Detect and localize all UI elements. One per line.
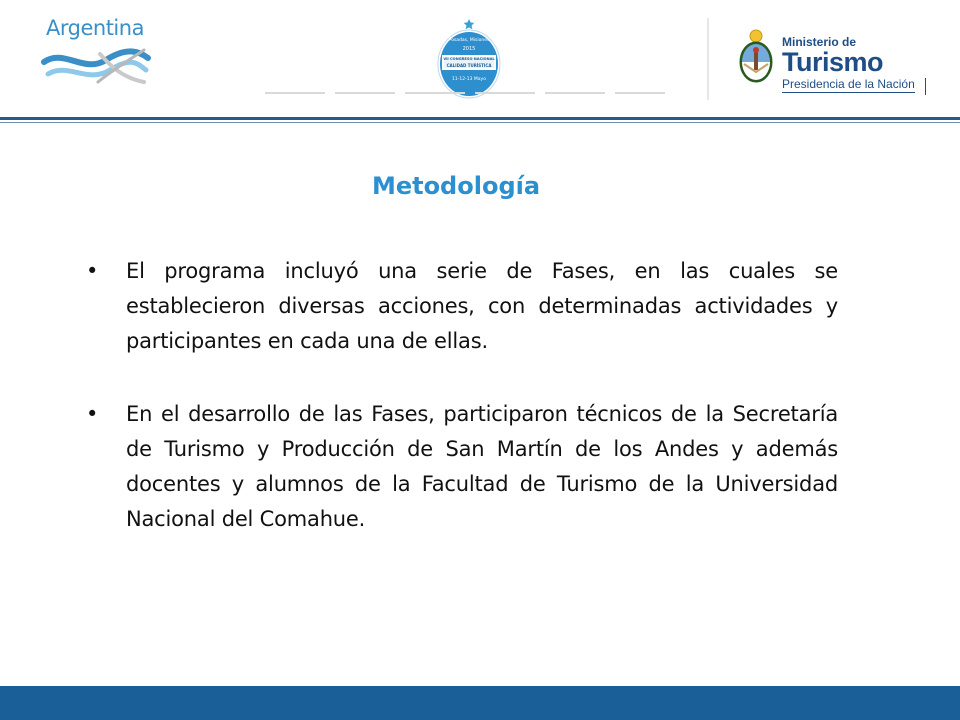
seal-edition: VII CONGRESO NACIONAL	[443, 57, 495, 61]
congress-seal-logo	[436, 18, 502, 100]
ministry-wordmark	[782, 36, 932, 93]
bullet-item	[86, 254, 838, 359]
bullet-text: En el desarrollo de las Fases, participaron técnicos de la Secretaría de Turismo y Producción de San Martín de los Andes y además docentes y alumnos de la Facultad de Turismo de la Universidad Nacional del Comahue.	[126, 402, 838, 531]
bullet-marker: •	[86, 402, 99, 426]
seal-date: 11-12-13 Mayo	[452, 77, 486, 82]
seal-year: 2015	[462, 46, 476, 52]
argentina-brand-logo	[40, 14, 160, 94]
ministry-rule	[925, 78, 926, 95]
slide-title: Metodología	[371, 172, 541, 200]
national-shield-icon	[736, 28, 776, 88]
header-rule	[0, 117, 960, 120]
bullet-text: El programa incluyó una serie de Fases, en las cuales se establecieron diversas acciones, con determinadas actividades y participantes en cada una de ellas.	[126, 259, 838, 353]
bullet-marker: •	[86, 259, 99, 283]
argentina-logo-wordmark: Argentina	[46, 16, 144, 40]
bullet-list	[86, 254, 838, 575]
footer-bar	[0, 686, 960, 720]
header-rule-thin	[0, 122, 960, 123]
ministry-line3: Presidencia de la Nación	[782, 77, 915, 91]
seal-city: Posadas, Misiones	[448, 38, 490, 43]
slide-header	[0, 0, 960, 120]
argentina-wave-icon	[40, 44, 152, 94]
header-dotted-divider	[265, 92, 665, 94]
bullet-item	[86, 397, 838, 537]
ministry-line1: Ministerio de	[782, 35, 857, 49]
seal-theme: CALIDAD TURÍSTICA	[446, 63, 492, 68]
ministry-line2: Turismo	[782, 47, 884, 77]
